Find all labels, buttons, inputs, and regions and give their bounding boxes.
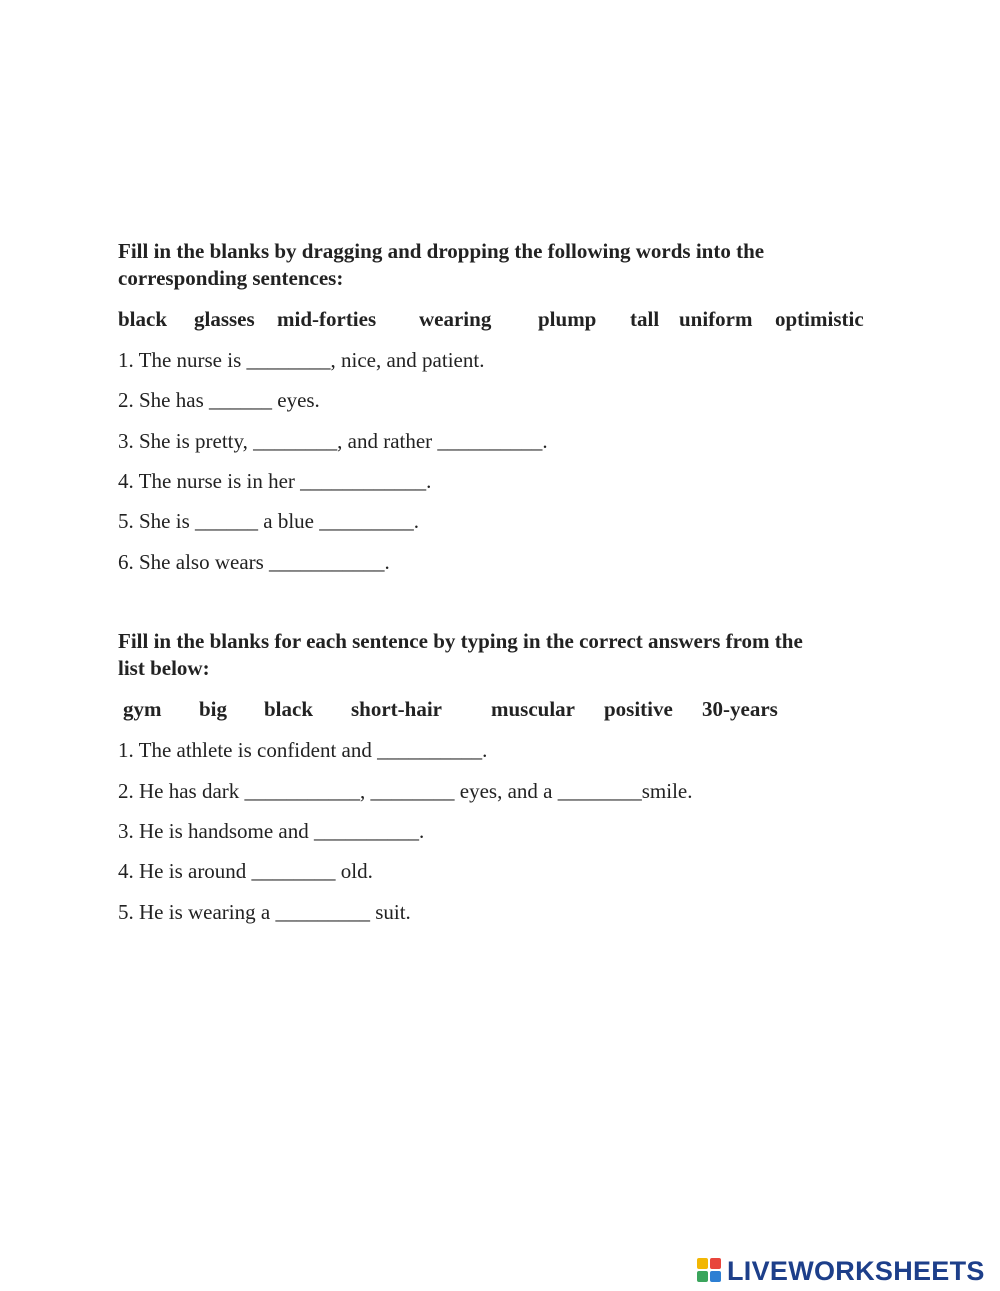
word-bank-item: positive <box>604 697 673 721</box>
sentence: 3. He is handsome and __________. <box>118 819 425 843</box>
logo-text: LIVEWORKSHEETS <box>727 1255 985 1286</box>
word-bank-item: black <box>264 697 314 721</box>
sentence: 4. He is around ________ old. <box>118 859 373 883</box>
sentence: 6. She also wears ___________. <box>118 550 390 574</box>
word-bank-item[interactable]: black <box>118 307 168 331</box>
liveworksheets-logo-icon <box>697 1258 723 1284</box>
word-bank-item: short-hair <box>351 697 442 721</box>
word-bank-item[interactable]: plump <box>538 307 597 331</box>
sentence: 3. She is pretty, ________, and rather __________. <box>118 429 548 453</box>
sentence: 2. She has ______ eyes. <box>118 388 320 412</box>
word-bank-item[interactable]: optimistic <box>775 307 864 331</box>
liveworksheets-logo <box>697 1254 985 1288</box>
word-bank-item: muscular <box>491 697 575 721</box>
section1-instruction-line1: Fill in the blanks by dragging and dropping the following words into the <box>118 239 765 263</box>
word-bank-item[interactable]: tall <box>630 307 660 331</box>
word-bank-item: gym <box>123 697 162 721</box>
sentence: 1. The athlete is confident and __________. <box>118 738 488 762</box>
word-bank-item: 30-years <box>702 697 778 721</box>
word-bank-item[interactable]: uniform <box>679 307 753 331</box>
sentence: 1. The nurse is ________, nice, and patient. <box>118 348 485 372</box>
sentence: 5. She is ______ a blue _________. <box>118 509 419 533</box>
section2-instruction-line2: list below: <box>118 656 210 680</box>
section2-instruction-line1: Fill in the blanks for each sentence by typing in the correct answers from the <box>118 629 803 653</box>
word-bank-item: big <box>199 697 228 721</box>
word-bank-item[interactable]: glasses <box>194 307 255 331</box>
word-bank-item[interactable]: mid-forties <box>277 307 377 331</box>
sentence: 5. He is wearing a _________ suit. <box>118 900 411 924</box>
section1-instruction-line2: corresponding sentences: <box>118 266 344 290</box>
sentence: 2. He has dark ___________, ________ eyes, and a ________smile. <box>118 779 693 803</box>
word-bank-item[interactable]: wearing <box>419 307 492 331</box>
sentence: 4. The nurse is in her ____________. <box>118 469 432 493</box>
